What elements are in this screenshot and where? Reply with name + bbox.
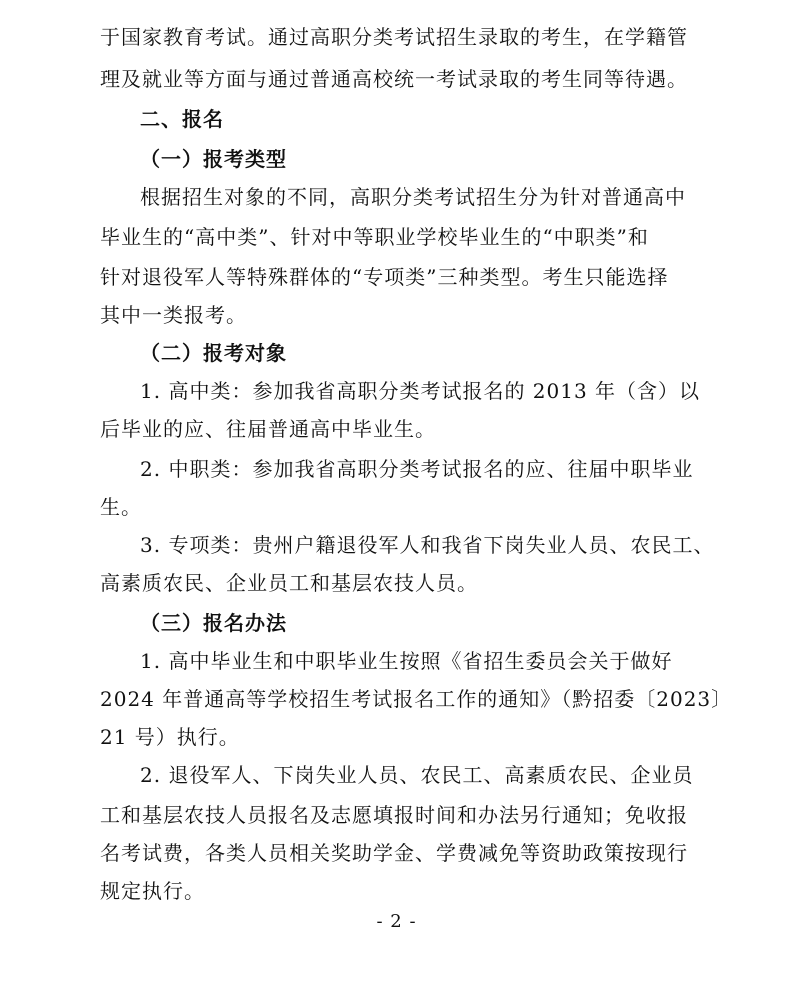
subsection-heading: （二）报考对象: [140, 341, 287, 365]
body-text-line: 2. 中职类：参加我省高职分类考试报名的应、往届中职毕业: [140, 457, 694, 481]
body-text-line: 规定执行。: [100, 879, 205, 903]
body-text-line: 工和基层农技人员报名及志愿填报时间和办法另行通知；免收报: [100, 803, 688, 827]
page-number: - 2 -: [376, 911, 417, 932]
body-text-line: 毕业生的“高中类”、针对中等职业学校毕业生的“中职类”和: [100, 225, 649, 249]
body-text-line: 理及就业等方面与通过普通高校统一考试录取的考生同等待遇。: [100, 67, 688, 91]
body-text-line: 2. 退役军人、下岗失业人员、农民工、高素质农民、企业员: [140, 763, 694, 787]
section-heading: 二、报名: [140, 107, 224, 131]
subsection-heading: （一）报考类型: [140, 147, 287, 171]
body-text-line: 其中一类报考。: [100, 303, 247, 327]
body-text-line: 21 号）执行。: [100, 725, 240, 749]
body-text-line: 3. 专项类：贵州户籍退役军人和我省下岗失业人员、农民工、: [140, 533, 715, 557]
body-text-line: 2024 年普通高等学校招生考试报名工作的通知》（黔招委〔2023〕: [100, 687, 733, 711]
body-text-line: 1. 高中毕业生和中职毕业生按照《省招生委员会关于做好: [140, 649, 673, 673]
subsection-heading: （三）报名办法: [140, 611, 287, 635]
body-text-line: 高素质农民、企业员工和基层农技人员。: [100, 571, 478, 595]
body-text-line: 根据招生对象的不同，高职分类考试招生分为针对普通高中: [140, 185, 686, 209]
body-text-line: 于国家教育考试。通过高职分类考试招生录取的考生，在学籍管: [100, 25, 688, 49]
body-text-line: 后毕业的应、往届普通高中毕业生。: [100, 417, 436, 441]
body-text-line: 生。: [100, 495, 142, 519]
body-text-line: 名考试费，各类人员相关奖助学金、学费减免等资助政策按现行: [100, 841, 688, 865]
body-text-line: 1. 高中类：参加我省高职分类考试报名的 2013 年（含）以: [140, 379, 701, 403]
body-text-line: 针对退役军人等特殊群体的“专项类”三种类型。考生只能选择: [100, 265, 669, 289]
